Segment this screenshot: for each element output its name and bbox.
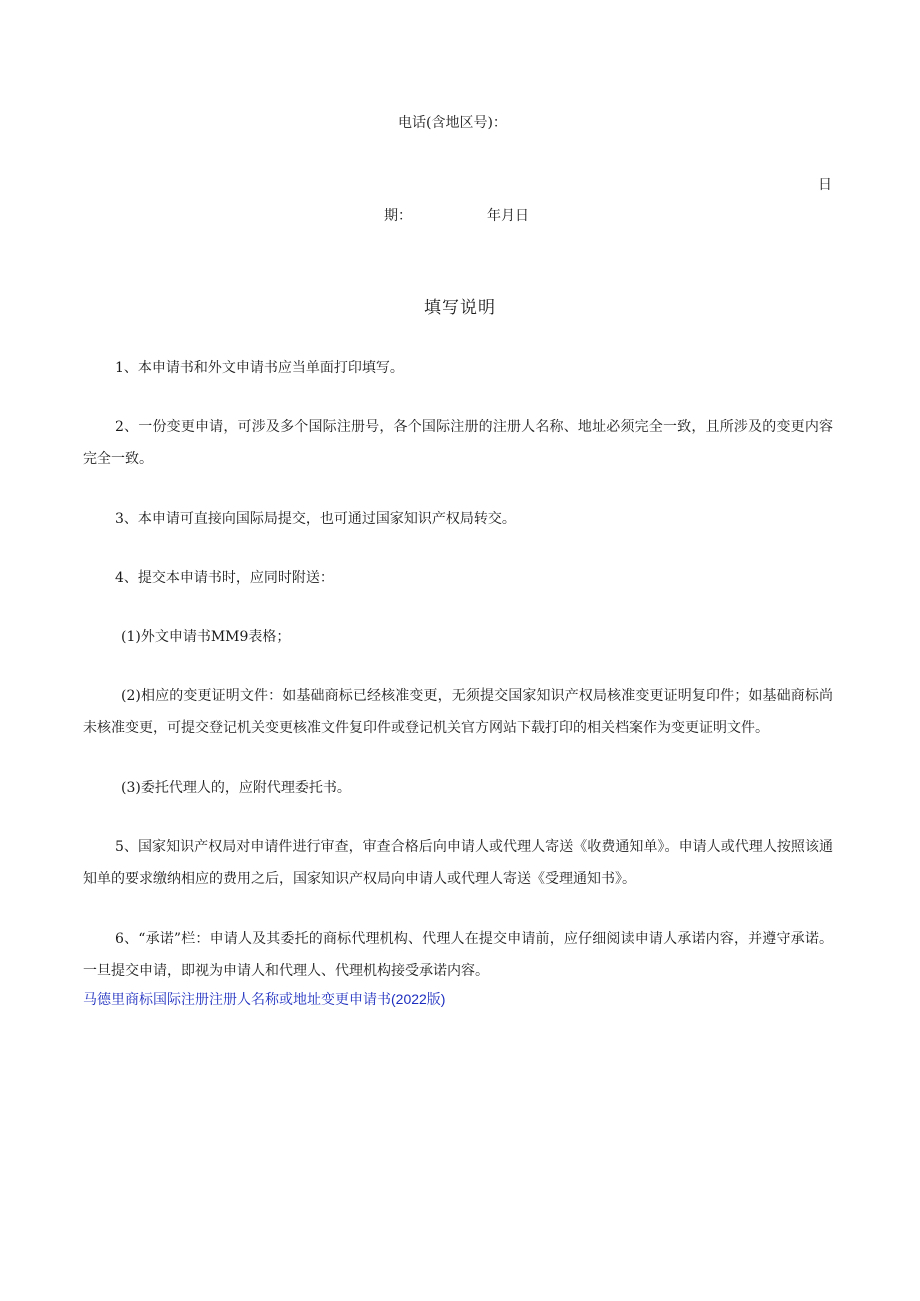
instruction-4-2: (2)相应的变更证明文件：如基础商标已经核准变更，无须提交国家知识产权局核准变更证明复印件；如基础商标尚未核准变更，可提交登记机关变更核准文件复印件或登记机关官方网站下载打印的相关档案作为变更证明文件。 [83,688,833,736]
phone-label: 电话(含地区号)： [398,115,507,131]
instruction-5: 5、国家知识产权局对申请件进行审查，审查合格后向申请人或代理人寄送《收费通知单》。申请人或代理人按照该通知单的要求缴纳相应的费用之后，国家知识产权局向申请人或代理人寄送《受理通知书》。 [83,839,833,887]
date-value: 年月日 [487,208,529,224]
instructions-title: 填写说明 [424,298,496,318]
instruction-4: 4、提交本申请书时，应同时附送： [115,570,334,586]
instruction-1: 1、本申请书和外文申请书应当单面打印填写。 [115,360,404,376]
instruction-3: 3、本申请可直接向国际局提交，也可通过国家知识产权局转交。 [115,511,516,527]
instruction-4-1: (1)外文申请书MM9表格； [121,629,291,645]
footer-document-link[interactable]: 马德里商标国际注册注册人名称或地址变更申请书(2022版) [83,991,446,1007]
date-label: 期： [384,208,412,224]
instruction-6: 6、“承诺”栏：申请人及其委托的商标代理机构、代理人在提交申请前，应仔细阅读申请人承诺内容，并遵守承诺。一旦提交申请，即视为申请人和代理人、代理机构接受承诺内容。 [83,931,833,979]
instruction-4-3: (3)委托代理人的，应附代理委托书。 [121,780,351,796]
instruction-2: 2、一份变更申请，可涉及多个国际注册号，各个国际注册的注册人名称、地址必须完全一致，且所涉及的变更内容完全一致。 [83,419,833,467]
date-day-char: 日 [818,177,832,193]
